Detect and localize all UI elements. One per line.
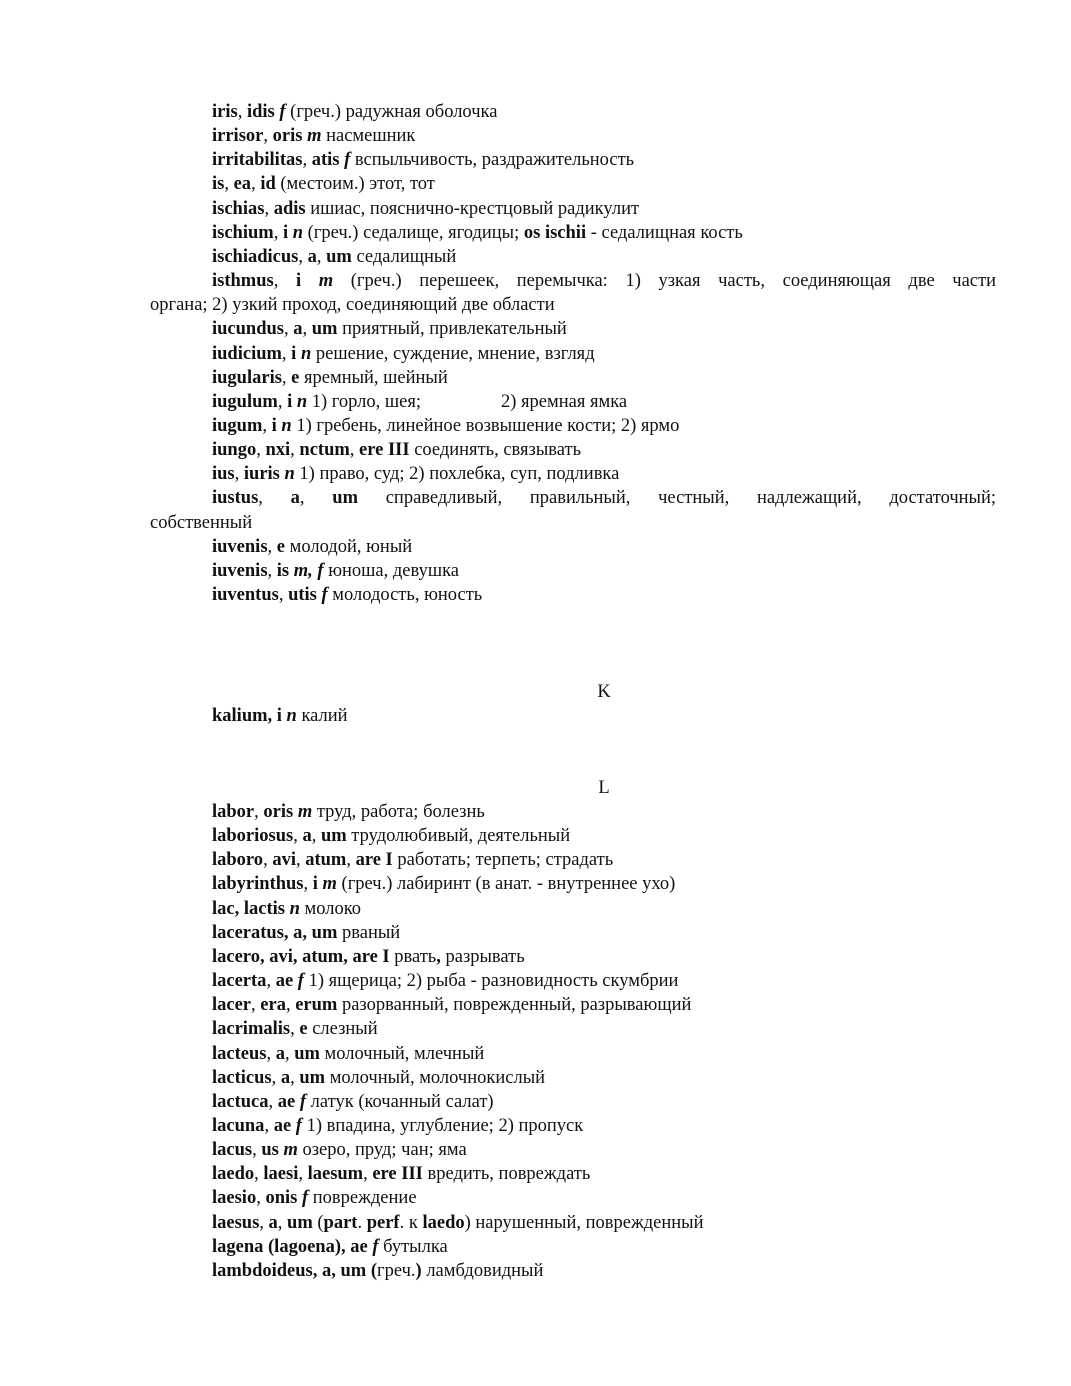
entry-gender: n — [276, 416, 292, 436]
dictionary-entry — [212, 342, 595, 366]
entry-headword: labor — [212, 802, 255, 822]
entry-definition: вспыльчивость, раздражительность — [350, 150, 635, 170]
dictionary-entry — [212, 969, 678, 993]
entry-headword: iris — [212, 102, 238, 122]
entry-headword: iucundus — [212, 319, 284, 339]
entry-headword: um — [294, 1044, 320, 1064]
entry-headword: erum — [295, 995, 338, 1015]
entry-definition: , — [266, 971, 276, 991]
entry-definition: рвать — [389, 947, 437, 967]
entry-gender: m — [317, 874, 337, 894]
entry-definition: , — [268, 1092, 278, 1112]
entry-definition: труд, работа; болезнь — [312, 802, 485, 822]
dictionary-entry — [150, 511, 252, 535]
entry-definition: , — [271, 1068, 281, 1088]
entry-definition: , — [262, 416, 272, 436]
entry-definition: . к — [399, 1213, 423, 1233]
entry-definition: , — [278, 585, 289, 605]
entry-definition: вредить, повреждать — [422, 1164, 591, 1184]
dictionary-entry — [212, 824, 570, 848]
entry-definition: яремный, шейный — [299, 368, 448, 388]
entry-definition: органа; 2) узкий проход, соединяющий две области — [150, 295, 555, 315]
dictionary-entry — [212, 704, 348, 728]
entry-definition: калий — [296, 706, 348, 726]
entry-definition: латук (кочанный салат) — [306, 1092, 494, 1112]
dictionary-entry — [212, 390, 627, 414]
entry-headword: lacticus — [212, 1068, 272, 1088]
entry-definition: , — [293, 826, 303, 846]
entry-headword: ius — [212, 464, 235, 484]
dictionary-entry — [212, 1235, 448, 1259]
entry-definition: , — [290, 1068, 300, 1088]
entry-gender: f — [295, 1092, 307, 1112]
entry-definition: , — [346, 850, 356, 870]
entry-definition: бутылка — [378, 1237, 448, 1257]
entry-definition: , — [290, 440, 300, 460]
dictionary-entry — [212, 366, 448, 390]
entry-definition: , — [281, 344, 292, 364]
entry-headword: atum — [305, 850, 347, 870]
dictionary-entry — [212, 559, 459, 583]
entry-headword: perf — [366, 1213, 400, 1233]
entry-headword: nxi — [265, 440, 291, 460]
entry-definition: повреждение — [308, 1188, 417, 1208]
entry-headword: irritabilitas — [212, 150, 303, 170]
entry-headword: lacero, avi, atum, are I — [212, 947, 390, 967]
entry-headword: laedo — [212, 1164, 255, 1184]
entry-headword: e — [276, 537, 285, 557]
entry-gender: n — [288, 223, 303, 243]
entry-headword: a — [268, 1213, 278, 1233]
entry-headword: , — [436, 947, 441, 967]
entry-definition: , — [281, 368, 292, 388]
entry-definition: (греч.) лабиринт (в анат. - внутреннее ухо) — [336, 874, 676, 894]
entry-headword: a — [290, 488, 300, 508]
entry-definition: , — [234, 464, 244, 484]
entry-definition: молодость, юность — [327, 585, 483, 605]
entry-headword: i — [287, 392, 293, 412]
entry-headword: lac, lactis — [212, 899, 285, 919]
entry-headword: avi — [272, 850, 296, 870]
entry-gender: n — [296, 344, 312, 364]
entry-headword: iustus — [212, 488, 259, 508]
dictionary-entry — [212, 1162, 590, 1186]
entry-headword: oris — [263, 802, 294, 822]
dictionary-entry — [212, 1066, 545, 1090]
entry-gender: m — [293, 802, 313, 822]
entry-headword: is — [276, 561, 290, 581]
entry-gender: f — [297, 1188, 309, 1208]
entry-gender: f — [339, 150, 351, 170]
entry-headword: iugulum — [212, 392, 278, 412]
dictionary-entry — [212, 945, 525, 969]
entry-definition: молодой, юный — [285, 537, 413, 557]
dictionary-entry — [212, 221, 743, 245]
entry-headword: lacuna — [212, 1116, 265, 1136]
entry-definition: 1) ящерица; 2) рыба - разновидность скумбрии — [303, 971, 679, 991]
entry-definition: 1) горло, шея; — [307, 392, 422, 412]
entry-definition: , — [285, 995, 296, 1015]
dictionary-entry — [212, 897, 361, 921]
entry-headword: a — [280, 1068, 291, 1088]
entry-gender: n — [279, 464, 295, 484]
entry-definition: юноша, девушка — [323, 561, 460, 581]
dictionary-entry — [150, 293, 555, 317]
entry-headword: isthmus — [212, 271, 274, 291]
entry-headword: atis — [311, 150, 340, 170]
entry-definition: , — [267, 561, 277, 581]
entry-definition: соединять, связывать — [409, 440, 582, 460]
entry-headword: id — [260, 174, 276, 194]
entry-definition: , — [273, 223, 283, 243]
entry-definition: справедливый, правильный, честный, надлежащий, достаточный; — [357, 488, 997, 508]
entry-gender: n — [284, 899, 300, 919]
entry-gender: m — [278, 1140, 298, 1160]
entry-headword: um — [311, 319, 338, 339]
entry-headword: oris — [272, 126, 303, 146]
entry-definition: собственный — [150, 513, 253, 533]
section-letter-l: L — [598, 778, 610, 798]
dictionary-entry — [212, 100, 497, 124]
dictionary-entry — [212, 1138, 467, 1162]
entry-definition: , — [263, 126, 273, 146]
entry-definition: ( — [312, 1213, 324, 1233]
entry-definition: - седалищная кость — [586, 223, 743, 243]
entry-definition: , — [316, 247, 327, 267]
entry-headword: lacerta — [212, 971, 267, 991]
entry-headword: idis — [246, 102, 275, 122]
entry-headword: us — [261, 1140, 279, 1160]
entry-headword: ischium — [212, 223, 274, 243]
entry-definition: греч. — [377, 1261, 416, 1281]
dictionary-entry — [212, 438, 581, 462]
entry-headword: a — [307, 247, 317, 267]
entry-headword: ae — [277, 1092, 296, 1112]
entry-gender: n — [281, 706, 297, 726]
entry-headword: um — [320, 826, 347, 846]
entry-gender: f — [367, 1237, 379, 1257]
entry-headword: a — [293, 319, 303, 339]
entry-definition: , — [298, 1164, 308, 1184]
dictionary-entry — [212, 800, 485, 824]
entry-definition: рваный — [337, 923, 401, 943]
entry-headword: iuvenis — [212, 561, 268, 581]
entry-headword: ere III — [372, 1164, 423, 1184]
entry-headword: iuris — [243, 464, 280, 484]
entry-definition: , — [266, 1044, 276, 1064]
dictionary-entry — [212, 1259, 543, 1283]
entry-definition: (местоим.) этот, тот — [275, 174, 435, 194]
entry-definition: , — [237, 102, 247, 122]
entry-headword: um — [287, 1213, 313, 1233]
entry-definition: , — [259, 1213, 269, 1233]
dictionary-entry — [212, 921, 400, 945]
dictionary-entry — [212, 1017, 378, 1041]
entry-definition: , — [251, 995, 261, 1015]
entry-headword: a — [275, 1044, 285, 1064]
entry-definition: молоко — [299, 899, 361, 919]
entry-definition: , — [303, 874, 313, 894]
entry-definition: , — [263, 850, 273, 870]
entry-headword: laceratus, a, um — [212, 923, 338, 943]
entry-definition: разорванный, поврежденный, разрывающий — [337, 995, 692, 1015]
entry-definition: работать; терпеть; страдать — [392, 850, 614, 870]
entry-definition: седалищный — [351, 247, 457, 267]
dictionary-entry — [212, 848, 613, 872]
dictionary-entry — [212, 269, 996, 293]
entry-headword: e — [299, 1019, 308, 1039]
entry-definition: , — [264, 199, 274, 219]
entry-definition: , — [302, 150, 312, 170]
dictionary-entry — [212, 872, 675, 896]
entry-definition: , — [349, 440, 360, 460]
entry-headword: iugum — [212, 416, 263, 436]
entry-headword: labyrinthus — [212, 874, 304, 894]
dictionary-entry — [212, 993, 691, 1017]
entry-definition: , — [277, 1213, 288, 1233]
entry-gender: m, f — [289, 561, 324, 581]
entry-gender: f — [316, 585, 328, 605]
entry-headword: lacteus — [212, 1044, 267, 1064]
entry-definition: , — [256, 1188, 266, 1208]
entry-definition: приятный, привлекательный — [337, 319, 567, 339]
entry-definition: , — [290, 1019, 300, 1039]
entry-headword: i — [271, 416, 277, 436]
entry-headword: laesi — [263, 1164, 299, 1184]
entry-headword: lactuca — [212, 1092, 269, 1112]
entry-definition: , — [224, 174, 234, 194]
entry-headword: ) — [415, 1261, 422, 1281]
entry-headword: e — [291, 368, 300, 388]
entry-headword: laesum — [307, 1164, 364, 1184]
dictionary-entry — [212, 462, 619, 486]
entry-headword: i — [291, 344, 297, 364]
entry-definition: . — [357, 1213, 367, 1233]
dictionary-entry — [212, 1090, 494, 1114]
dictionary-entry — [212, 535, 412, 559]
dictionary-entry — [212, 148, 634, 172]
entry-gender: m — [302, 126, 322, 146]
entry-headword: ae — [273, 1116, 292, 1136]
entry-headword: laesus — [212, 1213, 260, 1233]
entry-definition: молочный, млечный — [319, 1044, 485, 1064]
entry-headword: iuvenis — [212, 537, 268, 557]
entry-headword: laesio — [212, 1188, 257, 1208]
entry-headword: onis — [265, 1188, 298, 1208]
entry-headword: era — [260, 995, 286, 1015]
dictionary-entry — [212, 583, 482, 607]
entry-definition: 1) право, суд; 2) похлебка, суп, подливка — [294, 464, 620, 484]
entry-headword: ea — [233, 174, 252, 194]
entry-definition: , — [258, 488, 291, 508]
dictionary-entry — [212, 1186, 417, 1210]
entry-definition: насмешник — [321, 126, 416, 146]
entry-definition: , — [284, 319, 294, 339]
entry-definition: , — [284, 1044, 295, 1064]
entry-headword: adis — [273, 199, 306, 219]
entry-headword: lacer — [212, 995, 252, 1015]
entry-definition: 1) впадина, углубление; 2) пропуск — [301, 1116, 584, 1136]
entry-headword: um — [326, 247, 352, 267]
entry-definition: решение, суждение, мнение, взгляд — [311, 344, 595, 364]
entry-headword: os ischii — [523, 223, 587, 243]
entry-headword: nctum — [299, 440, 350, 460]
dictionary-entry — [212, 317, 567, 341]
dictionary-entry — [212, 1211, 703, 1235]
entry-definition: , — [254, 1164, 264, 1184]
dictionary-entry — [212, 486, 996, 510]
entry-gender: n — [292, 392, 308, 412]
entry-headword: ischiadicus — [212, 247, 299, 267]
entry-headword: lambdoideus, a, um ( — [212, 1261, 377, 1281]
entry-headword: irrisor — [212, 126, 264, 146]
entry-headword: laedo — [422, 1213, 465, 1233]
entry-definition: ) нарушенный, поврежденный — [464, 1213, 704, 1233]
entry-definition: слезный — [307, 1019, 378, 1039]
entry-definition: , — [273, 271, 296, 291]
entry-definition: , — [254, 802, 264, 822]
entry-definition: , — [363, 1164, 373, 1184]
entry-headword: lacrimalis — [212, 1019, 291, 1039]
entry-headword: iungo — [212, 440, 257, 460]
entry-headword: kalium, i — [212, 706, 282, 726]
entry-headword: lacus — [212, 1140, 253, 1160]
entry-gender: m — [301, 271, 334, 291]
entry-definition: молочный, молочнокислый — [325, 1068, 546, 1088]
entry-headword: ere III — [359, 440, 410, 460]
entry-headword: lagena (lagoena), ae — [212, 1237, 368, 1257]
entry-definition: , — [311, 826, 321, 846]
entry-headword: ischias — [212, 199, 265, 219]
entry-headword: i — [312, 874, 318, 894]
entry-headword: utis — [288, 585, 317, 605]
entry-headword: is — [212, 174, 225, 194]
entry-definition: , — [256, 440, 266, 460]
entry-headword: um — [332, 488, 358, 508]
entry-definition: , — [299, 488, 333, 508]
entry-headword: iuventus — [212, 585, 279, 605]
entry-definition: ишиас, пояснично-крестцовый радикулит — [305, 199, 640, 219]
dictionary-entry — [212, 245, 456, 269]
dictionary-entry — [212, 172, 435, 196]
entry-gender: f — [293, 971, 304, 991]
entry-definition: , — [277, 392, 288, 412]
section-letter-k: K — [597, 682, 611, 702]
entry-headword: laboriosus — [212, 826, 294, 846]
entry-headword: are I — [355, 850, 393, 870]
entry-definition: , — [298, 247, 308, 267]
entry-definition: (греч.) перешеек, перемычка: 1) узкая часть, соединяющая две части — [333, 271, 997, 291]
entry-headword: ae — [275, 971, 294, 991]
entry-headword: part — [323, 1213, 358, 1233]
entry-definition: , — [251, 174, 261, 194]
entry-definition: трудолюбивый, деятельный — [346, 826, 571, 846]
dictionary-entry — [212, 1042, 484, 1066]
entry-headword: iudicium — [212, 344, 282, 364]
entry-definition: 1) гребень, линейное возвышение кости; 2) ярмо — [291, 416, 680, 436]
entry-definition: , — [267, 537, 277, 557]
dictionary-entry — [212, 414, 679, 438]
entry-headword: i — [282, 223, 289, 243]
entry-definition: ламбдовидный — [421, 1261, 544, 1281]
entry-headword: iugularis — [212, 368, 282, 388]
entry-definition: , — [264, 1116, 274, 1136]
entry-headword: i — [295, 271, 302, 291]
entry-definition: 2) яремная ямка — [501, 392, 628, 412]
entry-definition: , — [295, 850, 306, 870]
entry-gender: f — [291, 1116, 302, 1136]
entry-definition: , — [302, 319, 312, 339]
entry-definition: (греч.) седалище, ягодицы; — [303, 223, 524, 243]
entry-headword: um — [299, 1068, 326, 1088]
dictionary-entry — [212, 1114, 583, 1138]
entry-definition: (греч.) радужная оболочка — [285, 102, 498, 122]
entry-definition: разрывать — [440, 947, 525, 967]
entry-definition: , — [252, 1140, 262, 1160]
entry-gender: f — [274, 102, 286, 122]
entry-headword: laboro — [212, 850, 264, 870]
entry-headword: a — [302, 826, 312, 846]
dictionary-entry — [212, 124, 415, 148]
entry-definition: озеро, пруд; чан; яма — [297, 1140, 467, 1160]
dictionary-entry — [212, 197, 639, 221]
